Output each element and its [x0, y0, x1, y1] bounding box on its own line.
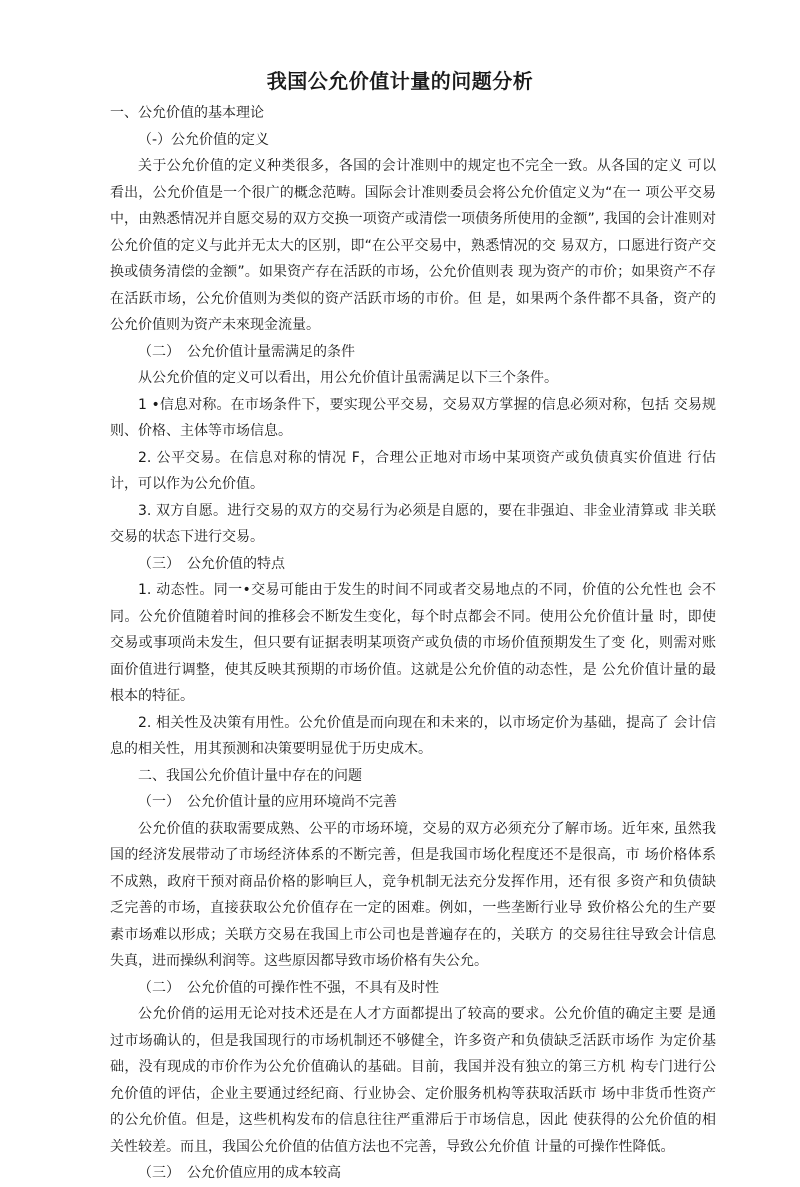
paragraph: 1. 动态性。同一•交易可能由于发生的时间不同或者交易地点的不同，价值的公允性也 会不同。公允价值随着时间的推移会不断发生变化，每个时点都会不同。使用公允价值计量 时，即使交易或事项尚未发生，但只要有证据表明某项资产或负债的市场价值预期发生了变 化，则需对账面价值进行调整，使其反映其预期的市场价值。这就是公允价值的动态性，是 公允价值计量的最根本的特征。	[110, 582, 716, 704]
subsection-heading: （-）公允价值的定义	[138, 131, 270, 148]
paragraph: 1 •信息对称。在市场条件下，要实现公平交易，交易双方掌握的信息必须对称，包括 交易规则、价格、主体等市场信息。	[110, 396, 716, 439]
subsection-heading: （二） 公允价值的可操作性不强，不具有及时性	[138, 979, 439, 996]
document-title: 我国公允价值计量的问题分析	[266, 69, 534, 93]
paragraph: 从公允价值的定义可以看出，用公允价值计虽需满足以下三个条件。	[138, 370, 558, 386]
paragraph: 公允价值的获取需要成熟、公平的市场环境，交易的双方必须充分了解市场。近年來, 虽然我国的经济发展带动了市场经济体系的不断完善，但是我国市场化程度还不是很高，市 场价格体系不成熟，政府干预对商品价格的影响巨人，竞争机制无法充分发挥作用，还有很 多资产和负债缺乏完善的市场，直接获取公允价值存在一定的困难。例如，一些垄断行业导 致价格公允的生产要素市场难以形成；关联方交易在我国上市公司也是普遍存在的，关联方 的交易往往导致会计信息失真，进而操纵利润等。这些原因都导致市场价格有失公允。	[110, 820, 716, 969]
paragraph: 2. 相关性及决策有用性。公允价值是而向现在和未来的，以市场定价为基础，提高了 会计信息的相关性，用其预测和决策要明显优于历史成木。	[110, 714, 716, 757]
section-heading: 一、公允价值的基本理论	[110, 105, 264, 121]
document-body	[110, 100, 716, 1187]
paragraph: 2. 公平交易。在信息对称的情况 F，合理公正地对市场中某项资产或负债真实价值进 行估计，可以作为公允价值。	[110, 449, 716, 492]
paragraph: 3. 双方自愿。进行交易的双方的交易行为必须是自愿的，要在非强迫、非金业清算或 非关联交易的状态下进行交易。	[110, 502, 716, 545]
paragraph: 二、我国公允价值计量中存在的问题	[138, 767, 362, 784]
paragraph: 公允价俏的运用无论对技术还是在人才方面都提出了较高的要求。公允价值的确定主要 是通过市场确认的，但是我国现行的市场机制还不够健全，许多资产和负债缺乏活跃市场作 为定价基础，没有现成的市价作为公允价值确认的基础。目前，我国并没有独立的第三方机 构专门进行公允价值的评估，企业主要通过经纪商、行业协会、定价服务机构等获取活跃市 场中非货币性资产的公允价值。但是，这些机构发布的信息往往严重滞后于市场信息，因此 使获得的公允价值的相关性较差。而且，我国公允价值的估值方法也不完善，导致公允价值 计量的可操作性降低。	[110, 1006, 716, 1155]
subsection-heading: （二） 公允价值计量需满足的条件	[138, 343, 355, 360]
paragraph: 关于公允价值的定义种类很多，各国的会计准则中的规定也不完全一致。从各国的定义 可以看出，公允价值是一个很广的概念范畴。国际会计准则委员会将公允价值定义为“在一 项公平交易中，由熟悉情况并自愿交易的双方交换一项资产或清偿一项债务所使用的金额”, 我国的会计准则对公允价值的定义与此并无太大的区别，即“在公平交易中，熟悉情况的交 易双方，口愿进行资产交换或债务清偿的金额”。如果资产存在活跃的市场，公允价值则表 现为资产的市价；如果资产不存在活跃市场，公允价值则为类似的资产活跃市场的市价。但 是，如果两个条件都不具备，资产的公允价值则为资产未來现金流量。	[110, 158, 716, 333]
subsection-heading: （三） 公允价值应用的成本较高	[138, 1165, 341, 1181]
subsection-heading: （三） 公允价值的特点	[138, 555, 285, 572]
subsection-heading: （一） 公允价值计量的应用环境尚不完善	[138, 794, 397, 810]
